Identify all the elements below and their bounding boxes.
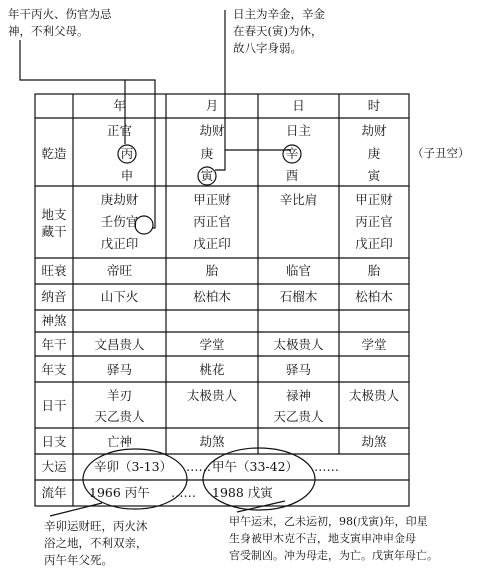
nianzhi-month: 桃花 — [199, 362, 225, 377]
top-left-note-line: 年干丙火、伤官为忌 — [8, 7, 112, 21]
canggan-year — [73, 189, 166, 255]
rigan-year — [73, 385, 166, 427]
row-label-nayin: 纳音 — [41, 289, 67, 304]
bottom-right-note-line: 生身被甲木克不吉，地支寅申冲申金母 — [229, 532, 416, 545]
bottom-left-note-line: 辛卯运财旺，丙火沐 — [44, 519, 148, 533]
bottom-left-note-line: 浴之地，不利双亲， — [44, 536, 148, 550]
row-label-nianzhi: 年支 — [41, 362, 67, 377]
nianzhi-day: 驿马 — [285, 362, 311, 377]
bottom-right-note — [229, 513, 438, 564]
niangan-day: 太极贵人 — [273, 337, 324, 352]
bottom-right-note-line: 官受制凶。冲为母走，为亡。戊寅年母亡。 — [229, 549, 438, 562]
row-label-wangshuai: 旺衰 — [41, 263, 67, 278]
wangshuai-hour: 胎 — [367, 263, 381, 278]
top-right-note-line: 日主为辛金，辛金 — [233, 7, 325, 21]
liunian-1: 1966 丙午 — [89, 485, 150, 500]
dizhi-hour: 寅 — [367, 168, 381, 183]
liunian-2: 1988 戊寅 — [212, 485, 273, 500]
shishen-month: 劫财 — [199, 123, 225, 138]
column-header-hour: 时 — [367, 98, 381, 113]
shishen-hour: 劫财 — [361, 123, 387, 138]
tiangan-month: 庚 — [200, 146, 214, 161]
column-header-day: 日 — [292, 98, 305, 113]
row-label-dayun: 大运 — [41, 459, 67, 474]
top-right-note-line: 在春天(寅)为休， — [233, 24, 323, 38]
canggan-item: 戊正印 — [100, 236, 139, 251]
top-left-note-line: 神，不利父母。 — [8, 24, 89, 38]
wangshuai-month: 胎 — [205, 263, 219, 278]
nayin-day: 石榴木 — [279, 289, 318, 304]
canggan-item: 庚劫财 — [100, 192, 139, 207]
dayun-ellipsis: …… — [314, 459, 339, 474]
column-header-month: 月 — [205, 98, 219, 113]
rigan-day — [258, 385, 339, 427]
top-right-note-line: 故八字身弱。 — [233, 41, 302, 55]
tiangan-hour: 庚 — [367, 146, 381, 161]
canggan-day — [258, 189, 339, 211]
nayin-hour: 松柏木 — [355, 289, 393, 304]
rigan-month — [166, 385, 258, 406]
rizhi-month: 劫煞 — [199, 434, 225, 449]
rigan-item: 太极贵人 — [348, 388, 399, 403]
canggan-month — [166, 189, 258, 255]
nayin-year: 山下火 — [100, 289, 139, 304]
top-left-note — [8, 6, 112, 40]
rigan-item: 羊刃 — [106, 388, 132, 403]
bottom-left-note — [44, 518, 148, 569]
dayun-ellipsis: …… — [186, 459, 211, 474]
row-label-qianzao: 乾造 — [41, 146, 67, 161]
row-label-liunian: 流年 — [41, 485, 67, 500]
canggan-item: 壬伤官 — [100, 214, 139, 229]
dayun-1: 辛卯（3-13） — [94, 459, 173, 474]
kong-note: （子丑空） — [412, 146, 470, 160]
canggan-item: 辛比肩 — [279, 192, 318, 207]
canggan-item: 丙正官 — [355, 214, 393, 229]
canggan-item: 甲正财 — [193, 192, 231, 207]
dizhi-year: 申 — [120, 168, 134, 183]
rigan-item: 禄神 — [285, 388, 311, 403]
wangshuai-day: 临官 — [285, 263, 311, 278]
dayun-2: 甲午（33-42） — [212, 459, 299, 474]
canggan-item: 丙正官 — [193, 214, 231, 229]
tiangan-day: 辛 — [285, 146, 299, 161]
rigan-item: 太极贵人 — [186, 388, 237, 403]
row-label-rigan: 日干 — [41, 398, 67, 413]
row-label-canggan — [35, 206, 73, 240]
row-label-rizhi: 日支 — [41, 434, 67, 449]
bottom-left-note-line: 丙午年父死。 — [44, 553, 113, 567]
top-right-note — [233, 6, 325, 57]
rigan-item: 天乙贵人 — [94, 409, 145, 424]
liunian-ellipsis: …… — [171, 485, 196, 500]
dizhi-month: 寅 — [200, 168, 214, 183]
canggan-item: 戊正印 — [193, 236, 231, 251]
row-label-canggan-line: 地支 — [41, 207, 67, 222]
bottom-right-note-line: 甲午运末，乙未运初，98(戊寅)年，印星 — [229, 515, 428, 528]
rigan-item: 天乙贵人 — [273, 409, 324, 424]
tiangan-year: 丙 — [120, 146, 134, 161]
dizhi-day: 酉 — [285, 168, 299, 183]
niangan-year: 文昌贵人 — [94, 337, 145, 352]
wangshuai-year: 帝旺 — [106, 263, 132, 278]
niangan-hour: 学堂 — [361, 337, 387, 352]
canggan-hour — [339, 189, 409, 255]
canggan-item: 戊正印 — [355, 236, 393, 251]
rizhi-hour: 劫煞 — [361, 434, 387, 449]
niangan-month: 学堂 — [199, 337, 225, 352]
shishen-year: 正官 — [106, 123, 132, 138]
row-label-niangan: 年干 — [41, 337, 67, 352]
shishen-day: 日主 — [285, 123, 311, 138]
nianzhi-year: 驿马 — [106, 362, 132, 377]
column-header-year: 年 — [113, 98, 126, 113]
nayin-month: 松柏木 — [193, 289, 231, 304]
rizhi-year: 亡神 — [106, 434, 132, 449]
rigan-hour — [339, 385, 409, 406]
row-label-canggan-line: 藏干 — [41, 224, 67, 239]
row-label-shensha: 神煞 — [41, 313, 67, 328]
canggan-item: 甲正财 — [355, 192, 393, 207]
